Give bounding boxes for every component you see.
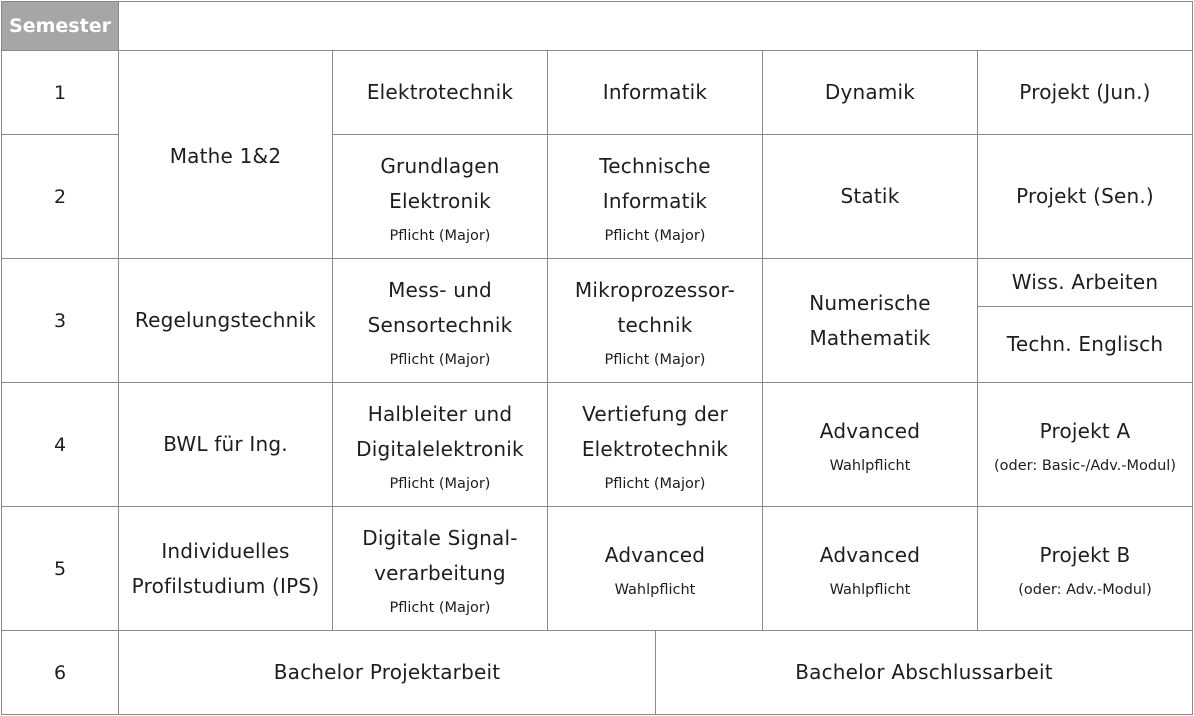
module-elektrotechnik	[332, 50, 548, 135]
module-title: Bachelor Abschlussarbeit	[795, 660, 1053, 684]
module-title: Projekt A	[1039, 419, 1131, 443]
module-numerische-mathematik	[762, 258, 978, 383]
module-mathe	[118, 50, 333, 259]
module-title: Halbleiter und Digitalelektronik	[356, 401, 524, 461]
module-title: Digitale Signal- verarbeitung	[362, 525, 518, 585]
module-title: Mess- und Sensortechnik	[367, 277, 513, 337]
module-mikroprozessortechnik	[547, 258, 763, 383]
module-title: Statik	[840, 184, 900, 208]
module-projekt-jun	[977, 50, 1193, 135]
module-type: Pflicht (Major)	[604, 351, 706, 368]
module-regelungstechnik	[118, 258, 333, 383]
module-type: Wahlpflicht	[829, 458, 911, 474]
module-mess-sensortechnik	[332, 258, 548, 383]
semester-number-2: 2	[1, 134, 119, 259]
header-blank	[118, 1, 1193, 51]
module-informatik	[547, 50, 763, 135]
module-title: Advanced	[604, 543, 706, 567]
module-projekt-sen	[977, 134, 1193, 259]
module-techn-englisch	[977, 306, 1193, 383]
module-title: Projekt (Jun.)	[1019, 80, 1151, 104]
module-title: Regelungstechnik	[134, 308, 317, 332]
module-bachelor-abschlussarbeit	[655, 630, 1193, 715]
module-bwl	[118, 382, 333, 507]
module-title: Techn. Englisch	[1006, 332, 1164, 356]
module-wiss-arbeiten	[977, 258, 1193, 307]
module-type: Pflicht (Major)	[389, 227, 491, 244]
module-halbleiter	[332, 382, 548, 507]
semester-number-4: 4	[1, 382, 119, 507]
module-title: Individuelles Profilstudium (IPS)	[131, 538, 320, 598]
semester-number-6: 6	[1, 630, 119, 715]
semester-header: Semester	[1, 1, 119, 51]
module-title: Technische Informatik	[599, 153, 711, 213]
module-type: Pflicht (Major)	[389, 599, 491, 616]
module-advanced-s5-a	[547, 506, 763, 631]
module-advanced-s4	[762, 382, 978, 507]
module-title: Dynamik	[824, 80, 916, 104]
module-title: Advanced	[819, 419, 921, 443]
module-title: Bachelor Projektarbeit	[273, 660, 501, 684]
module-title: BWL für Ing.	[163, 432, 288, 456]
module-title: Elektrotechnik	[366, 80, 514, 104]
module-title: Vertiefung der Elektrotechnik	[581, 401, 729, 461]
module-projekt-b	[977, 506, 1193, 631]
module-title: Mikroprozessor- technik	[574, 277, 736, 337]
module-vertiefung	[547, 382, 763, 507]
module-dynamik	[762, 50, 978, 135]
module-ips	[118, 506, 333, 631]
module-type: Pflicht (Major)	[389, 475, 491, 492]
module-title: Numerische Mathematik	[809, 290, 931, 350]
module-note: (oder: Adv.-Modul)	[1018, 582, 1152, 598]
module-type: Wahlpflicht	[614, 582, 696, 598]
module-type: Pflicht (Major)	[604, 475, 706, 492]
semester-number-3: 3	[1, 258, 119, 383]
module-grundlagen-elektronik	[332, 134, 548, 259]
module-title: Projekt (Sen.)	[1016, 184, 1154, 208]
module-note: (oder: Basic-/Adv.-Modul)	[994, 458, 1176, 474]
module-title: Wiss. Arbeiten	[1011, 270, 1159, 294]
module-title: Grundlagen Elektronik	[380, 153, 500, 213]
module-title: Informatik	[602, 80, 708, 104]
module-advanced-s5-b	[762, 506, 978, 631]
module-technische-informatik	[547, 134, 763, 259]
module-type: Pflicht (Major)	[389, 351, 491, 368]
semester-number-5: 5	[1, 506, 119, 631]
module-digitale-signalverarbeitung	[332, 506, 548, 631]
module-title: Projekt B	[1039, 543, 1131, 567]
module-type: Pflicht (Major)	[604, 227, 706, 244]
module-statik	[762, 134, 978, 259]
module-bachelor-projektarbeit	[118, 630, 656, 715]
module-title: Mathe 1&2	[169, 144, 282, 168]
module-projekt-a	[977, 382, 1193, 507]
module-type: Wahlpflicht	[829, 582, 911, 598]
module-title: Advanced	[819, 543, 921, 567]
semester-number-1: 1	[1, 50, 119, 135]
